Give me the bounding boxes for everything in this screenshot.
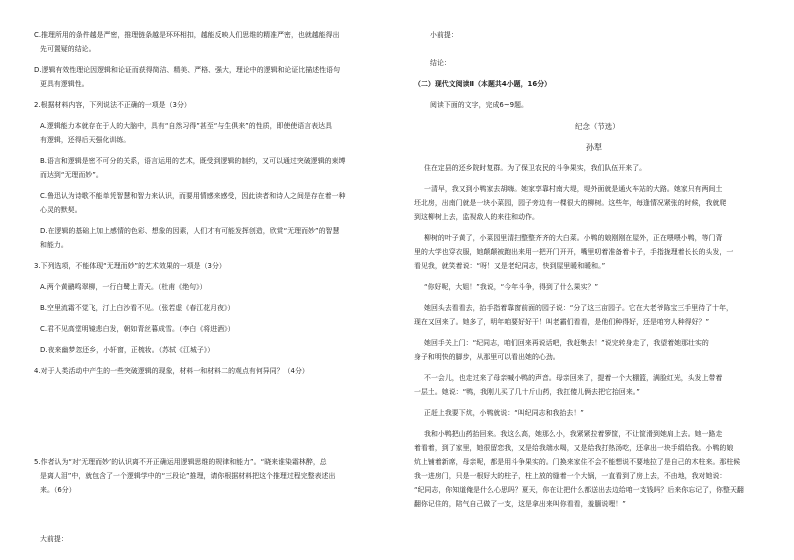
text-line: 翻你记住的，陪气自己做了一支，这是拿出来叫你看看，羞腼说哩！” [414, 500, 626, 508]
text-line: 住在定县的还乡院时复群。为了保卫农民的斗争果实，我们队伍开来了。 [424, 164, 647, 172]
text-line: 是离人泪”中，就包含了一个逻辑学中的“三段论”推理，请你根据材料把这个推理过程完整表述出 [40, 472, 336, 480]
article-author: 孙犁 [586, 143, 603, 152]
answer-prompt: 大前提： [40, 535, 68, 543]
text-line: A.两个黄鹂鸣翠柳，一行白鹭上青天。（杜甫《绝句》） [40, 283, 207, 291]
question-stem: 5.作者认为“对‘无理而妙’的认识离不开正确运用逻辑思维的规律和能力”。“晓来谁染霜林醉，总 [34, 458, 327, 466]
text-line: A.逻辑能力本就存在于人的大脑中，具有“自然习得”甚至“与生俱来”的性质，即使使语言表达具 [40, 122, 333, 130]
text-line: 柳树的叶子黄了，小菜园里清扫整整齐齐的大白菜。小鸭的娘刚刚在屋外，正在喂喂小鸭，等门背 [424, 234, 723, 242]
instruction: 阅读下面的文字，完成6~9题。 [430, 101, 528, 109]
text-line: 来。（6分） [40, 486, 76, 494]
text-line: 看见我，就笑着说：“呀！又是老纪同志，快到屋里暖和暖和。” [414, 262, 606, 270]
question-stem: 2.根据材料内容，下列说法不正确的一项是（3分） [34, 101, 191, 109]
text-line: 现在又回来了。她多了，明年咱要好好干！叫老霸们看看，是他们种得好，还是咱穷人种得好？” [414, 318, 710, 326]
text-line: 心灵的默契。 [40, 206, 82, 214]
text-line: 身子和明快的脚步，从那里可以看出她的心劲。 [414, 353, 560, 361]
text-line: 不一会儿，也走过来了母亲喊小鸭的声音。母亲回来了，提着一个大棚篮，满脸红光，头发上带着 [424, 374, 723, 382]
text-line: D.逻辑有效性理论因逻辑和论证而获得简洁、精美、严格、强大，理论中的逻辑和论证比描述性语句 [34, 66, 341, 74]
article-title: 纪念（节选） [575, 122, 620, 131]
text-line: 更具有逻辑性。 [40, 80, 89, 88]
text-line: 我一进房门，只是一根好大的柱子，柱上放的缝着一个大锅，一直看到了房上去，不由地，我对她说： [414, 472, 727, 480]
text-line: 她回手关上门：“纪同志，咱们回来再说话吧，我赶集去！”说完转身走了，我望着她那壮实的 [424, 339, 709, 347]
text-line: 有逻辑，还得后天强化训练。 [40, 136, 131, 144]
answer-prompt: 结论： [430, 59, 451, 67]
text-line: 一清早，我又到小鸭家去胡嗨。她家享靠村南大堤，堤外面就是通火车站的大路。她家只有两间土 [424, 185, 723, 193]
text-line: 先可置疑的结论。 [40, 45, 96, 53]
question-stem: 4.对于人类活动中产生的一些突破逻辑的现象，材料一和材料二的观点有何异同？（4分） [34, 367, 309, 375]
text-line: 里的大学也穿衣服，她颠颠被跑出来用一把开门开开，嘴里叨着准备着卡子，手指拢理着长长的头发，一 [414, 248, 734, 256]
text-line: 一层土。她说：“鸭，我刚儿买了几十斤山药，我扛傻儿俩去把它抬回来。” [414, 388, 640, 396]
answer-prompt: 小前提： [430, 31, 458, 39]
section-heading: （二）现代文阅读Ⅱ（本题共4小题，16分） [414, 80, 552, 88]
text-line: D.在逻辑的基础上加上感情的色彩、想象的因素，人们才有可能发挥创造，欣赏“无理而妙”的智慧 [40, 227, 340, 235]
text-line: 坯北房，出南门就是一块小菜园，园子旁边有一棵很大的柳树。这些年，每逢情况紧张的时候，我就爬 [414, 199, 727, 207]
text-line: C.推理所用的条件越是严密，推理链条越是环环相扣，越能反映人们思维的精准严密，也就越能得出 [34, 31, 340, 39]
text-line: 着看着，到了家里，她很留恋我，又是给我端水喝，又是给我打热汤吃，还拿出一块手绢给我。小鸭的娘 [414, 444, 734, 452]
text-line: 而达到“无理而妙”。 [40, 171, 103, 179]
text-line: 到这柳树上去，监视敌人的来往和动作。 [414, 213, 539, 221]
text-line: 和能力。 [40, 241, 68, 249]
text-line: C.君不见高堂明镜悲白发，朝如青丝暮成雪。（李白《将进酒》） [40, 325, 235, 333]
text-line: 炕上铺着新席，母亲呢，都是用斗争果实的。门换来家住不会不能想说不要地拉了是自己的木柱来。那柱候 [414, 458, 741, 466]
text-line: 她回头去看看去，抬手指着靠窗前面的园子说：“分了这三亩园子。它在大老爷陈宝三手里待了十年， [424, 304, 734, 312]
text-line: “你好呢，大姐！”我说，“今年斗争，得到了什么果实？” [424, 283, 599, 291]
text-line: “纪同志，你知道俺是什么心思吗？夏天，你在让把什么都送出去边给咱一支钱吗？后来你忘记了，你整天翻 [414, 486, 744, 494]
text-line: 我和小鸭把山药抬回来。我这么高，她那么小，我紧紧拉着箩筐，不让筐滑到她肩上去。她一路走 [424, 430, 723, 438]
text-line: D.夜来幽梦忽还乡，小轩窗，正梳妆。（苏轼《江城子》） [40, 346, 215, 354]
text-line: 正赶上我要下炕，小鸭就说：“叫纪同志和我抬去！” [424, 409, 584, 417]
text-line: C.鲁迅认为诗歌不能单凭智慧和智力来认识，而要用情感来感受，因此读者和诗人之间是存在着一种 [40, 192, 346, 200]
question-stem: 3.下列选项，不能体现“无理而妙”的艺术效果的一项是（3分） [34, 262, 226, 270]
text-line: B.空里流霜不觉飞，汀上白沙看不见。（张若虚《春江花月夜》） [40, 304, 235, 312]
text-line: B.语言和逻辑是密不可分的关系，语言运用的艺术，既受到逻辑的制约，又可以通过突破逻辑的束缚 [40, 157, 346, 165]
